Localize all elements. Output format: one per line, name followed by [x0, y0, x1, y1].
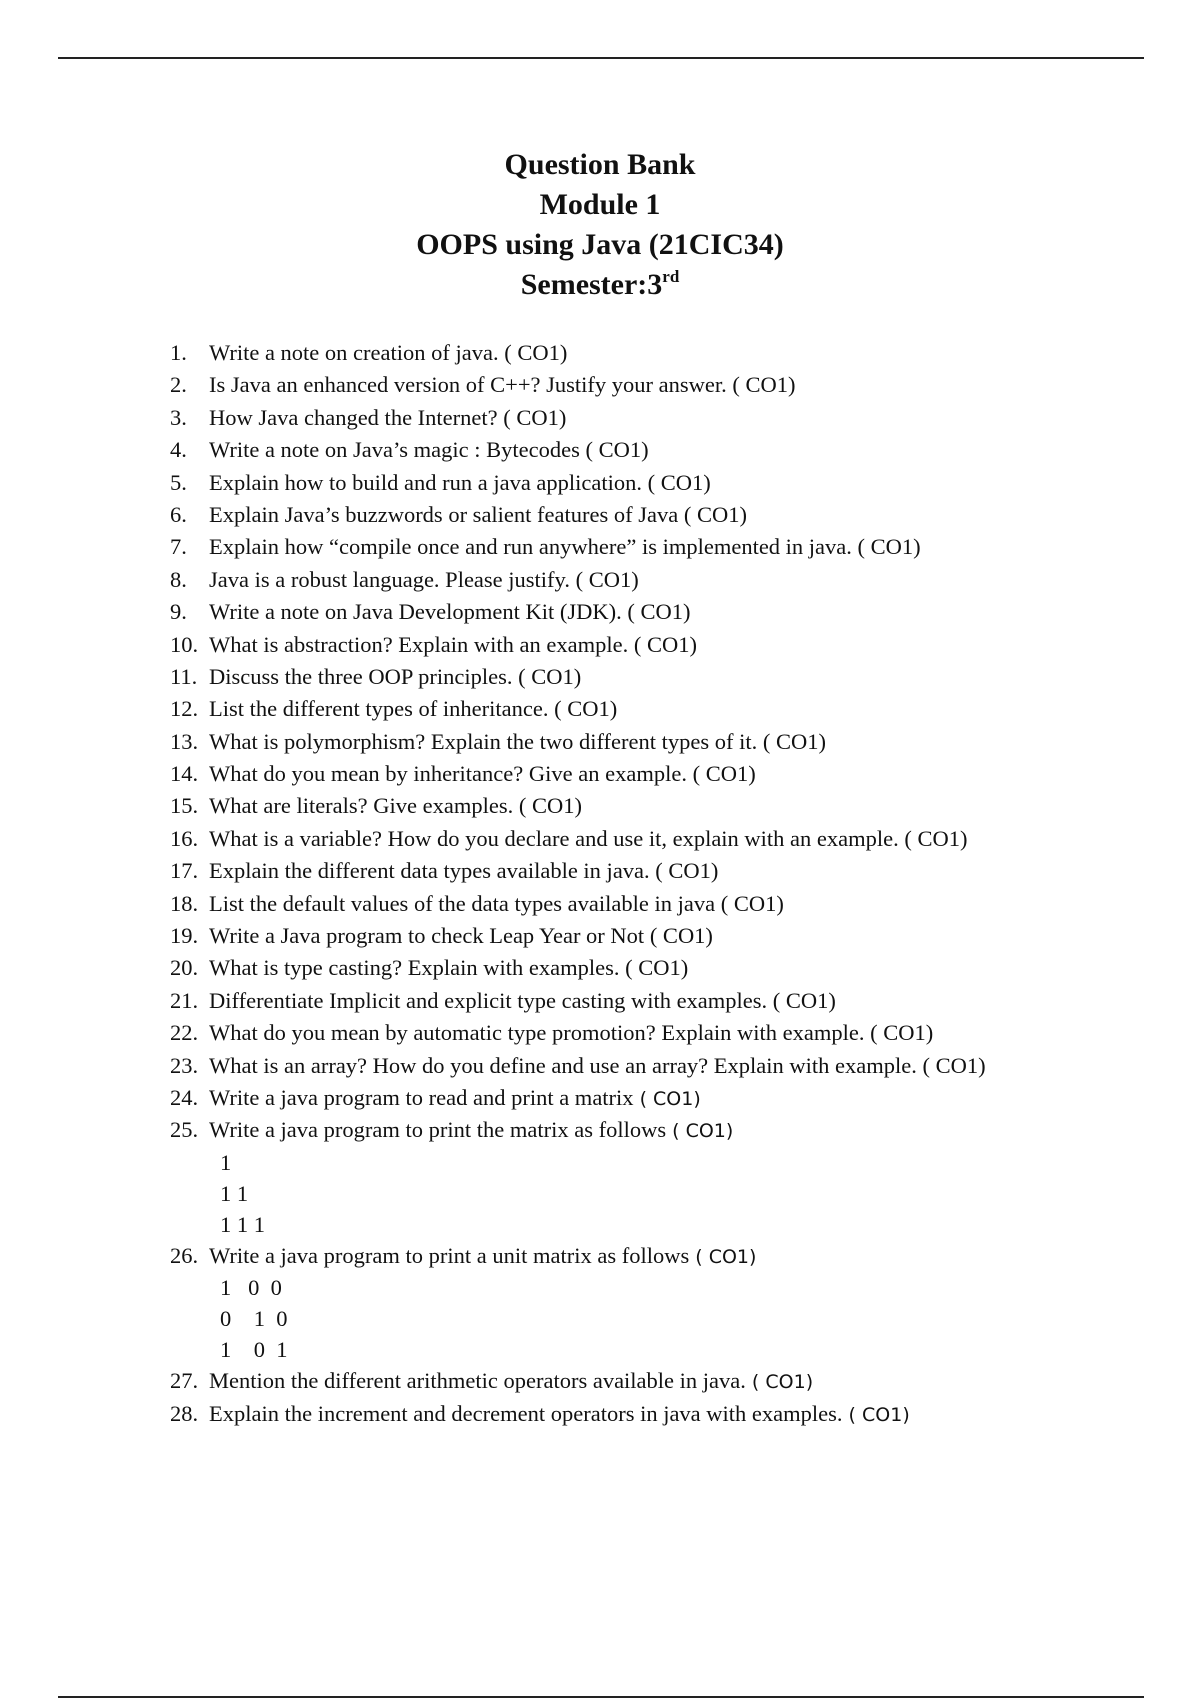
question-number: 14. — [170, 761, 199, 787]
question-text: Discuss the three OOP principles. ( CO1) — [209, 663, 582, 689]
course-outcome: ( CO1) — [767, 987, 836, 1013]
question-text: List the different types of inheritance. ( CO1) — [209, 696, 618, 722]
question-item — [170, 1050, 1110, 1082]
course-outcome: ( CO1) — [864, 1020, 934, 1046]
question-item — [170, 337, 1110, 369]
question-item — [170, 564, 1110, 596]
course-outcome: ( CO1) — [548, 696, 618, 722]
matrix-example-26 — [170, 1272, 1110, 1365]
question-text: Write a java program to print the matrix as follows ( CO1) — [209, 1117, 734, 1143]
question-text: Explain the different data types available in java. ( CO1) — [209, 858, 719, 884]
semester-line — [0, 265, 1200, 305]
question-number: 22. — [170, 1020, 199, 1046]
question-text: Explain Java’s buzzwords or salient features of Java ( CO1) — [209, 501, 747, 527]
question-text: Mention the different arithmetic operators available in java. ( CO1) — [209, 1368, 814, 1394]
question-number: 2. — [170, 372, 187, 398]
question-text: How Java changed the Internet? ( CO1) — [209, 404, 567, 430]
question-item — [170, 402, 1110, 434]
question-number: 18. — [170, 890, 199, 916]
question-text: Write a Java program to check Leap Year or Not ( CO1) — [209, 923, 713, 949]
course-outcome: ( CO1) — [642, 469, 711, 495]
question-text: What are literals? Give examples. ( CO1) — [209, 793, 582, 819]
matrix-row: 0 1 0 — [220, 1306, 288, 1332]
question-item — [170, 596, 1110, 628]
question-item — [170, 1398, 1110, 1430]
semester-label: Semester:3 — [520, 268, 663, 301]
question-text: Explain how “compile once and run anywhere” is implemented in java. ( CO1) — [209, 534, 921, 560]
question-item — [170, 531, 1110, 563]
question-text: What do you mean by inheritance? Give an example. ( CO1) — [209, 761, 756, 787]
question-number: 5. — [170, 469, 187, 495]
course-outcome: ( CO1) — [633, 1087, 701, 1110]
question-number: 25. — [170, 1117, 199, 1143]
question-number: 28. — [170, 1400, 199, 1426]
question-text: Is Java an enhanced version of C++? Justify your answer. ( CO1) — [209, 372, 796, 398]
question-number: 1. — [170, 340, 187, 365]
question-text: What is abstraction? Explain with an example. ( CO1) — [209, 631, 697, 657]
course-outcome: ( CO1) — [715, 890, 784, 916]
question-item — [170, 629, 1110, 661]
question-number: 13. — [170, 728, 199, 754]
course-outcome: ( CO1) — [898, 825, 968, 851]
question-text: List the default values of the data types available in java ( CO1) — [209, 890, 784, 916]
course-outcome: ( CO1) — [569, 566, 639, 592]
matrix-row: 1 1 1 — [220, 1211, 265, 1237]
question-number: 23. — [170, 1052, 199, 1078]
question-text: Write a java program to print a unit matrix as follows ( CO1) — [209, 1242, 757, 1268]
question-text: Write a note on creation of java. ( CO1) — [209, 340, 568, 365]
question-item — [170, 790, 1110, 822]
question-text: What is a variable? How do you declare and use it, explain with an example. ( CO1) — [209, 825, 968, 851]
course-outcome: ( CO1) — [579, 437, 649, 463]
course-outcome: ( CO1) — [666, 1120, 734, 1143]
matrix-row: 1 0 1 — [220, 1337, 288, 1363]
question-text: Differentiate Implicit and explicit type casting with examples. ( CO1) — [209, 987, 836, 1013]
matrix-row: 1 1 — [220, 1180, 249, 1206]
course-outcome: ( CO1) — [649, 858, 719, 884]
question-text: What is polymorphism? Explain the two different types of it. ( CO1) — [209, 728, 826, 754]
course-outcome: ( CO1) — [513, 793, 582, 819]
question-number: 27. — [170, 1368, 199, 1394]
question-text: Write a note on Java Development Kit (JDK). ( CO1) — [209, 599, 691, 625]
question-number: 21. — [170, 987, 199, 1013]
course-outcome: ( CO1) — [745, 1371, 814, 1394]
document-title: Question Bank — [504, 148, 696, 181]
bottom-rule — [58, 1696, 1144, 1698]
question-list — [170, 337, 1110, 1430]
question-number: 17. — [170, 858, 199, 884]
question-number: 10. — [170, 631, 199, 657]
question-number: 7. — [170, 534, 187, 560]
course-outcome: ( CO1) — [621, 599, 691, 625]
question-item — [170, 726, 1110, 758]
question-item — [170, 758, 1110, 790]
question-text: What is type casting? Explain with examples. ( CO1) — [209, 955, 689, 981]
course-outcome: ( CO1) — [678, 501, 747, 527]
question-item — [170, 467, 1110, 499]
question-number: 24. — [170, 1084, 199, 1110]
question-item — [170, 952, 1110, 984]
question-item — [170, 499, 1110, 531]
question-item — [170, 1365, 1110, 1397]
module-label: Module 1 — [539, 188, 661, 221]
question-item — [170, 434, 1110, 466]
question-number: 6. — [170, 501, 187, 527]
course-outcome: ( CO1) — [628, 631, 697, 657]
question-number: 3. — [170, 404, 187, 430]
question-text: What do you mean by automatic type promotion? Explain with example. ( CO1) — [209, 1020, 934, 1046]
question-item — [170, 1017, 1110, 1049]
question-number: 8. — [170, 566, 187, 592]
question-number: 12. — [170, 696, 199, 722]
course-outcome: ( CO1) — [644, 923, 713, 949]
question-text: Explain the increment and decrement operators in java with examples. ( CO1) — [209, 1400, 910, 1426]
question-item — [170, 985, 1110, 1017]
question-item — [170, 855, 1110, 887]
question-item — [170, 693, 1110, 725]
course-outcome: ( CO1) — [851, 534, 921, 560]
question-number: 11. — [170, 663, 198, 689]
question-item — [170, 920, 1110, 952]
question-item — [170, 1082, 1110, 1114]
question-number: 15. — [170, 793, 199, 819]
matrix-row: 1 — [220, 1149, 232, 1175]
question-text: Java is a robust language. Please justify. ( CO1) — [209, 566, 639, 592]
top-rule — [58, 57, 1144, 59]
course-outcome: ( CO1) — [498, 340, 568, 365]
course-outcome: ( CO1) — [757, 728, 826, 754]
matrix-example-25 — [170, 1147, 1110, 1240]
course-outcome: ( CO1) — [916, 1052, 986, 1078]
question-item — [170, 661, 1110, 693]
course-outcome: ( CO1) — [497, 404, 567, 430]
course-outcome: ( CO1) — [686, 761, 756, 787]
question-number: 20. — [170, 955, 199, 981]
question-text: What is an array? How do you define and use an array? Explain with example. ( CO1) — [209, 1052, 986, 1078]
question-number: 26. — [170, 1242, 199, 1268]
question-item — [170, 369, 1110, 401]
question-item — [170, 823, 1110, 855]
course-outcome: ( CO1) — [842, 1403, 910, 1426]
question-number: 9. — [170, 599, 187, 625]
question-text: Write a java program to read and print a matrix ( CO1) — [209, 1084, 701, 1110]
course-title: OOPS using Java (21CIC34) — [416, 228, 784, 261]
question-text: Explain how to build and run a java application. ( CO1) — [209, 469, 711, 495]
question-text: Write a note on Java’s magic : Bytecodes ( CO1) — [209, 437, 649, 463]
question-number: 16. — [170, 825, 199, 851]
course-outcome: ( CO1) — [726, 372, 796, 398]
course-outcome: ( CO1) — [689, 1245, 757, 1268]
question-number: 4. — [170, 437, 187, 463]
question-item — [170, 888, 1110, 920]
question-item — [170, 1114, 1110, 1146]
question-number: 19. — [170, 923, 199, 949]
matrix-row: 1 0 0 — [220, 1275, 282, 1301]
course-outcome: ( CO1) — [512, 663, 582, 689]
question-item — [170, 1240, 1110, 1272]
document-header — [0, 145, 1200, 305]
course-outcome: ( CO1) — [619, 955, 689, 981]
semester-suffix: rd — [662, 267, 680, 286]
